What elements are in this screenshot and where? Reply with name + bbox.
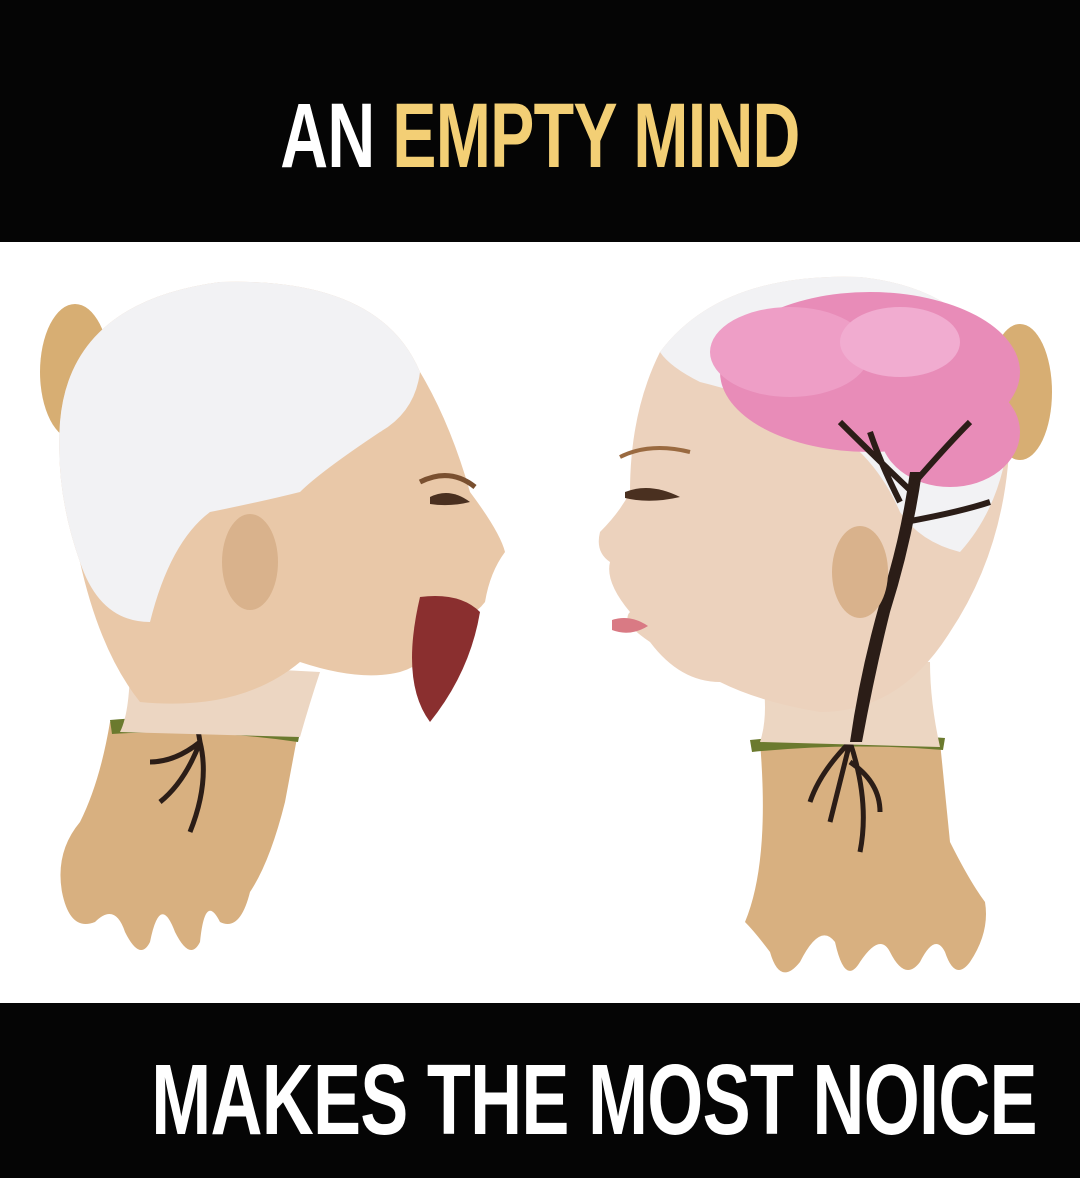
- headline-top: [151, 86, 929, 186]
- headline-bottom: MAKES THE MOST NOICE: [151, 1044, 1037, 1156]
- left-open-mouth: [412, 596, 480, 722]
- right-head-calm: [599, 277, 1052, 973]
- left-head-screaming: [40, 282, 505, 950]
- headline-word-empty-mind: EMPTY MIND: [392, 85, 800, 187]
- right-ear: [832, 526, 888, 618]
- headline-word-an: AN: [280, 85, 375, 187]
- illustration: [0, 242, 1080, 1003]
- left-ear: [222, 514, 278, 610]
